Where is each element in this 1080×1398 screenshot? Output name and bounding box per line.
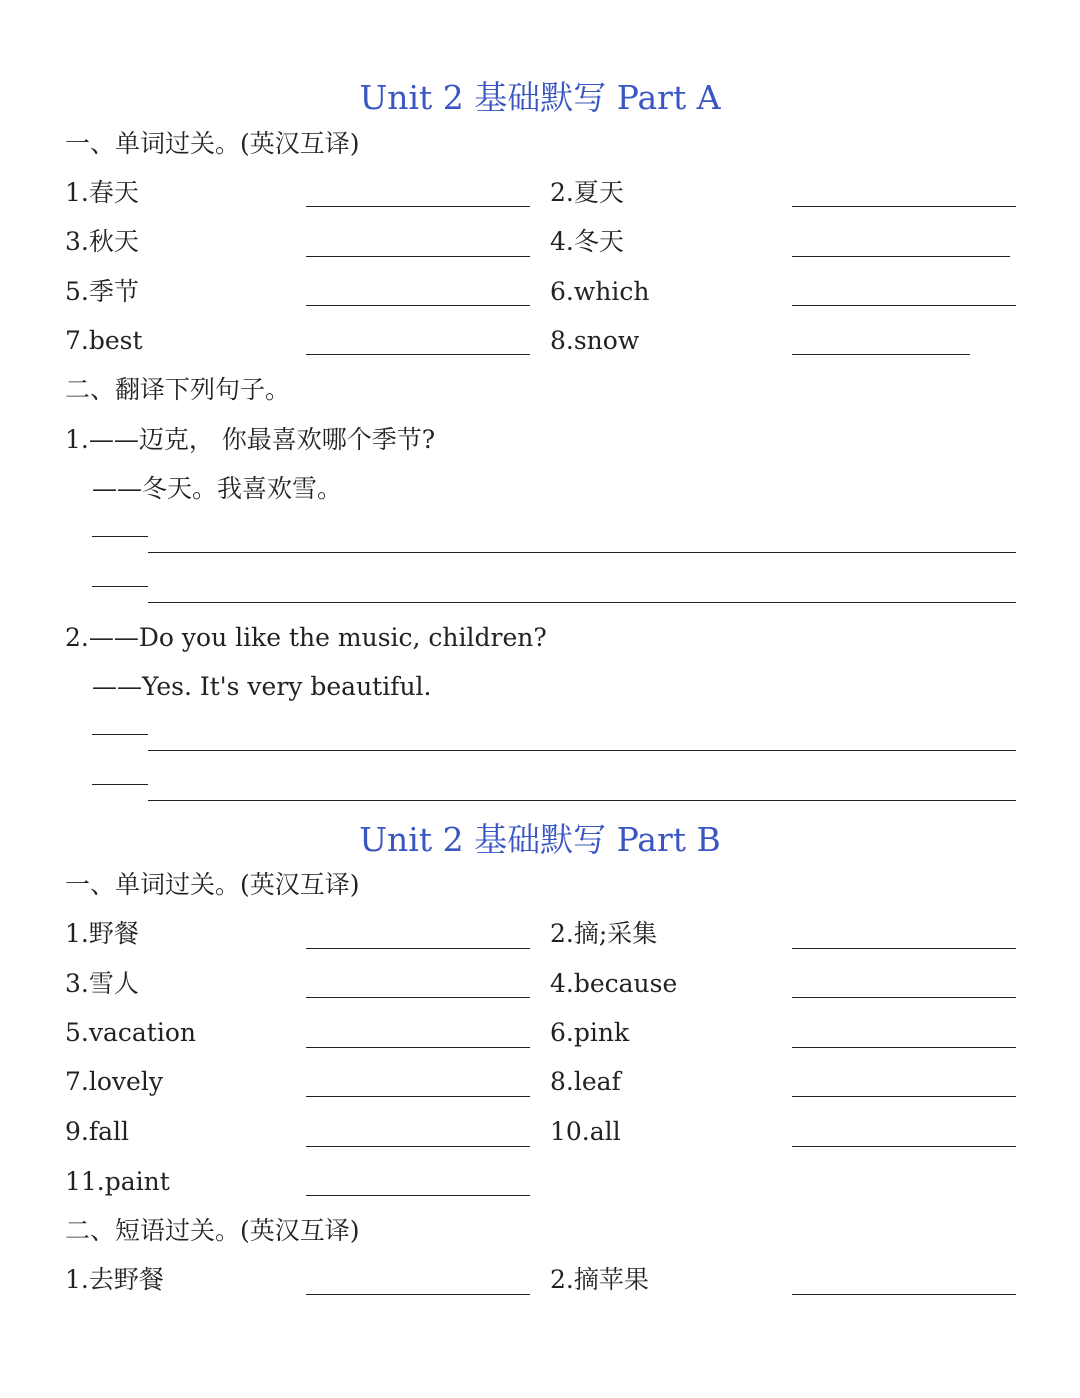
dash-mark — [92, 586, 148, 587]
dash-mark — [92, 536, 148, 537]
sentence-answer: ——冬天。我喜欢雪。 — [92, 474, 343, 503]
translation-line[interactable] — [148, 800, 1016, 801]
sentence-question: 2.——Do you like the music, children? — [65, 623, 547, 652]
word-item: 4.because — [550, 969, 678, 998]
translation-line[interactable] — [148, 750, 1016, 751]
sentence-question: 1.——迈克， 你最喜欢哪个季节? — [65, 425, 436, 454]
phrase-item: 2.摘苹果 — [550, 1265, 649, 1294]
word-item: 4.冬天 — [550, 227, 624, 256]
dash-mark — [92, 734, 148, 735]
part-a-section2-heading: 二、翻译下列句子。 — [65, 375, 291, 404]
answer-blank[interactable] — [792, 1096, 1016, 1097]
word-item: 10.all — [550, 1117, 621, 1146]
word-item: 8.leaf — [550, 1067, 621, 1096]
answer-blank[interactable] — [792, 305, 1016, 306]
word-item: 1.野餐 — [65, 919, 139, 948]
word-item: 5.vacation — [65, 1018, 196, 1047]
dash-mark — [92, 784, 148, 785]
word-item: 5.季节 — [65, 277, 139, 306]
word-item: 3.秋天 — [65, 227, 139, 256]
answer-blank[interactable] — [792, 256, 1010, 257]
answer-blank[interactable] — [792, 1146, 1016, 1147]
part-b-section1-heading: 一、单词过关。(英汉互译) — [65, 870, 360, 899]
answer-blank[interactable] — [306, 305, 530, 306]
answer-blank[interactable] — [306, 997, 530, 998]
word-item: 9.fall — [65, 1117, 130, 1146]
word-item: 11.paint — [65, 1167, 170, 1196]
answer-blank[interactable] — [306, 1195, 530, 1196]
answer-blank[interactable] — [792, 1047, 1016, 1048]
translation-line[interactable] — [148, 602, 1016, 603]
answer-blank[interactable] — [306, 354, 530, 355]
part-b-title: Unit 2 基础默写 Part B — [359, 820, 721, 859]
sentence-answer: ——Yes. It's very beautiful. — [92, 672, 432, 701]
word-item: 3.雪人 — [65, 969, 139, 998]
part-a-title: Unit 2 基础默写 Part A — [359, 78, 721, 117]
word-item: 8.snow — [550, 326, 640, 355]
word-item: 6.which — [550, 277, 650, 306]
answer-blank[interactable] — [792, 354, 970, 355]
answer-blank[interactable] — [306, 1294, 530, 1295]
answer-blank[interactable] — [306, 1096, 530, 1097]
phrase-item: 1.去野餐 — [65, 1265, 164, 1294]
word-item: 7.lovely — [65, 1067, 163, 1096]
answer-blank[interactable] — [306, 1146, 530, 1147]
word-item: 1.春天 — [65, 178, 139, 207]
answer-blank[interactable] — [306, 948, 530, 949]
answer-blank[interactable] — [792, 206, 1016, 207]
answer-blank[interactable] — [792, 948, 1016, 949]
answer-blank[interactable] — [306, 1047, 530, 1048]
translation-line[interactable] — [148, 552, 1016, 553]
word-item: 2.摘;采集 — [550, 919, 658, 948]
word-item: 7.best — [65, 326, 143, 355]
answer-blank[interactable] — [792, 1294, 1016, 1295]
word-item: 2.夏天 — [550, 178, 624, 207]
answer-blank[interactable] — [792, 997, 1016, 998]
word-item: 6.pink — [550, 1018, 630, 1047]
answer-blank[interactable] — [306, 206, 530, 207]
answer-blank[interactable] — [306, 256, 530, 257]
part-b-section2-heading: 二、短语过关。(英汉互译) — [65, 1216, 360, 1245]
part-a-section1-heading: 一、单词过关。(英汉互译) — [65, 129, 360, 158]
